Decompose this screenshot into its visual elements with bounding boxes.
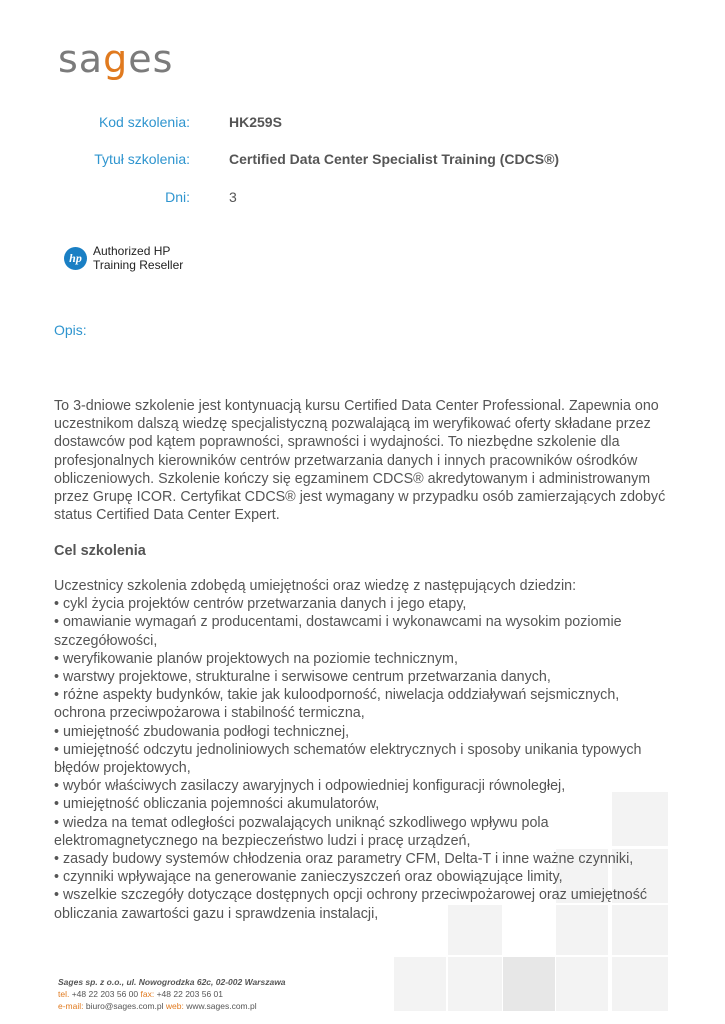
goal-list	[54, 577, 674, 923]
list-item: • omawianie wymagań z producentami, dostawcami i wykonawcami na wysokim poziomie szczegółowości,	[54, 614, 622, 649]
decor-square	[503, 957, 555, 1011]
tel-label: tel.	[58, 989, 70, 999]
decor-square	[612, 957, 668, 1011]
course-days-label: Dni:	[165, 189, 190, 205]
web-link[interactable]: www.sages.com.pl	[186, 1001, 257, 1011]
list-item: • umiejętność odczytu jednoliniowych schematów elektrycznych i sposoby unikania typowych błędów projektowych,	[54, 741, 642, 777]
decor-square	[556, 957, 608, 1011]
footer-phone-line	[58, 988, 286, 1000]
hp-logo-icon: hp	[64, 247, 87, 270]
description-text: To 3-dniowe szkolenie jest kontynuacją kursu Certified Data Center Professional. Zapewnia ono uczestnikom dalszą wiedzę specjalistyczną pozwalającą im weryfikować oferty składane przez dostawców pod kątem poprawności, sprawności i wydajności. To niezbędne szkolenie dla profesjonalnych kierowników centrów przetwarzania danych i innych pracowników ośrodków obliczeniowych. Szkolenie kończy się egzaminem CDCS® akredytowanym i administrowanym przez Grupę ICOR. Certyfikat CDCS® jest wymagany w przypadku osób zamierzających zdobyć status Certified Data Center Expert.	[54, 398, 666, 524]
fax-label: fax:	[140, 989, 155, 999]
list-item: • wiedza na temat odległości pozwalających uniknąć szkodliwego wpływu pola elektromagnetycznego na bezpieczeństwo ludzi i pracę urządzeń,	[54, 814, 549, 849]
list-item: • warstwy projektowe, strukturalne i serwisowe centrum przetwarzania danych,	[54, 669, 551, 686]
footer-address: Sages sp. z o.o., ul. Nowogrodzka 62c, 02-002 Warszawa	[58, 977, 286, 987]
goal-heading: Cel szkolenia	[54, 543, 146, 559]
hp-reseller-badge	[64, 244, 183, 272]
badge-line-1: Authorized HP	[93, 244, 171, 258]
decor-square	[394, 957, 446, 1011]
list-item: • zasady budowy systemów chłodzenia oraz parametry CFM, Delta-T i inne ważne czynniki,	[54, 851, 634, 868]
list-item: • umiejętność zbudowania podłogi technicznej,	[54, 723, 350, 740]
list-item: • wybór właściwych zasilaczy awaryjnych i odpowiedniej konfiguracji równoległej,	[54, 778, 566, 795]
list-item: • umiejętność obliczania pojemności akumulatorów,	[54, 796, 380, 813]
footer-contact-line	[58, 1000, 286, 1012]
list-item: • wszelkie szczegóły dotyczące dostępnych opcji ochrony przeciwpożarowej oraz umiejętność obliczania zawartości gazu i sprawdzenia instalacji,	[54, 887, 648, 922]
sages-logo: sages	[58, 37, 174, 81]
decor-square	[448, 957, 502, 1011]
list-item: • różne aspekty budynków, takie jak kuloodporność, niwelacja oddziaływań sejsmicznych, ochrona przeciwpożarowa i stabilność termiczna,	[54, 687, 620, 722]
fax-value: +48 22 203 56 01	[156, 989, 224, 999]
list-item: • czynniki wpływające na generowanie zanieczyszczeń oraz obowiązujące limity,	[54, 869, 563, 886]
email-label: e-mail:	[58, 1001, 84, 1011]
description-label: Opis:	[54, 322, 87, 338]
goal-intro: Uczestnicy szkolenia zdobędą umiejętności oraz wiedzę z następujących dziedzin:	[54, 578, 577, 594]
list-item: • weryfikowanie planów projektowych na poziomie technicznym,	[54, 650, 458, 667]
web-label: web:	[165, 1001, 184, 1011]
email-link[interactable]: biuro@sages.com.pl	[85, 1001, 164, 1011]
list-item: • cykl życia projektów centrów przetwarzania danych i jego etapy,	[54, 596, 467, 613]
course-days-value: 3	[229, 189, 237, 205]
course-title-label: Tytuł szkolenia:	[94, 151, 190, 167]
badge-line-2: Training Reseller	[93, 258, 184, 272]
course-code-label: Kod szkolenia:	[98, 114, 190, 130]
footer	[58, 976, 286, 1012]
tel-value[interactable]: +48 22 203 56 00	[71, 989, 139, 999]
course-code-value: HK259S	[229, 114, 282, 130]
course-title-value: Certified Data Center Specialist Training (CDCS®)	[229, 151, 560, 167]
